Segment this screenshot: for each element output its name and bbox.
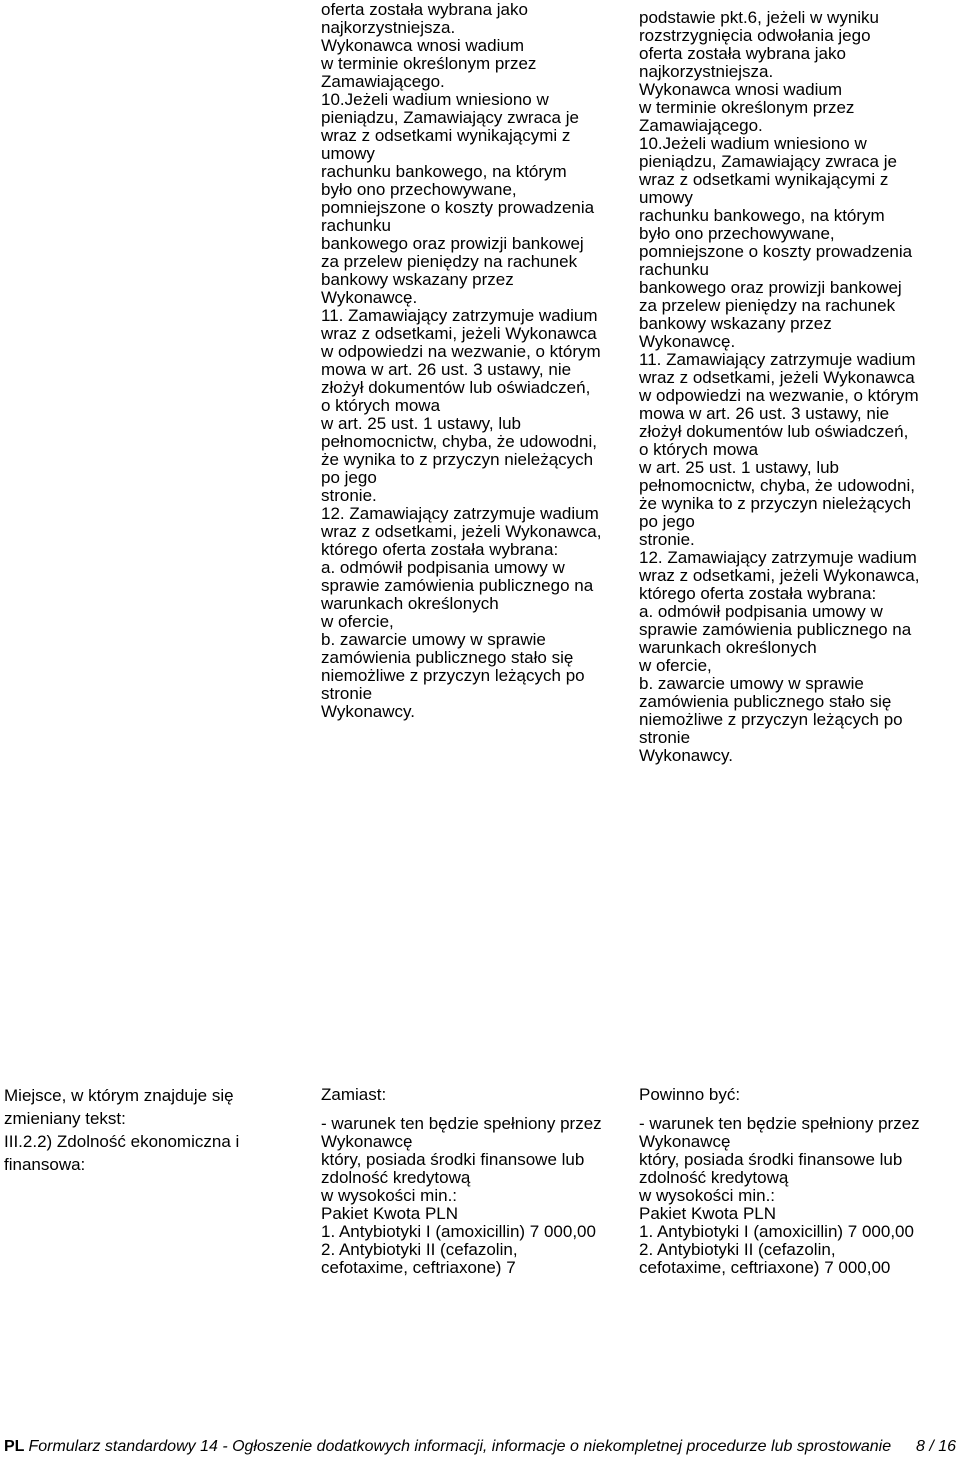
text-line: niemożliwe z przyczyn leżących po [639,710,903,729]
text-line: wraz z odsetkami, jeżeli Wykonawca [321,324,597,343]
text-line: rachunku [321,216,391,235]
text-line: w odpowiedzi na wezwanie, o którym [321,342,601,361]
powinno-line: zdolność kredytową [639,1168,789,1187]
text-line: podstawie pkt.6, jeżeli w wyniku [639,8,880,27]
text-line: 11. Zamawiający zatrzymuje wadium [639,350,916,369]
zamiast-line: 2. Antybiotyki II (cefazolin, [321,1240,518,1259]
text-line: po jego [321,468,377,487]
text-line: było ono przechowywane, [639,224,835,243]
zamiast-line: który, posiada środki finansowe lub [321,1150,585,1169]
text-line: za przelew pieniędzy na rachunek [639,296,896,315]
powinno-line: Wykonawcę [639,1132,731,1151]
text-line: złożył dokumentów lub oświadczeń, [639,422,909,441]
text-line: Zamawiającego. [321,72,445,91]
text-line: 10.Jeżeli wadium wniesiono w [321,90,549,109]
text-line: Wykonawca wnosi wadium [639,80,842,99]
label-line: finansowa: [4,1155,86,1174]
text-line: bankowego oraz prowizji bankowej [639,278,902,297]
text-line: pełnomocnictw, chyba, że udowodni, [321,432,597,451]
text-line: a. odmówił podpisania umowy w [321,558,565,577]
text-line: którego oferta została wybrana: [639,584,877,603]
text-line: Wykonawcy. [321,702,415,721]
text-line: mowa w art. 26 ust. 3 ustawy, nie [639,404,890,423]
powinno-text-column [639,1115,920,1277]
text-line: zamówienia publicznego stało się [639,692,892,711]
powinno-line: który, posiada środki finansowe lub [639,1150,903,1169]
powinno-line: Pakiet Kwota PLN [639,1204,777,1223]
text-line: Wykonawcę. [639,332,736,351]
text-line: umowy [639,188,693,207]
powinno-line: cefotaxime, ceftriaxone) 7 000,00 [639,1258,891,1277]
footer-form-title: Formularz standardowy 14 - Ogłoszenie dodatkowych informacji, informacje o niekompletnej procedurze lub sprostowanie [28,1438,892,1455]
powinno-line: 2. Antybiotyki II (cefazolin, [639,1240,836,1259]
change-location-label [4,1084,239,1176]
powinno-line: - warunek ten będzie spełniony przez [639,1114,920,1133]
text-line: wraz z odsetkami wynikającymi z [321,126,571,145]
label-line: Miejsce, w którym znajduje się [4,1086,234,1105]
zamiast-line: zdolność kredytową [321,1168,471,1187]
text-line: że wynika to z przyczyn nieleżących [321,450,594,469]
text-line: pomniejszone o koszty prowadzenia [321,198,595,217]
text-line: że wynika to z przyczyn nieleżących [639,494,912,513]
text-line: rachunku bankowego, na którym [321,162,567,181]
text-line: oferta została wybrana jako [639,44,846,63]
text-line: rachunku [639,260,709,279]
zamiast-text-column [321,1115,602,1277]
text-line: w terminie określonym przez [321,54,537,73]
footer-page-number: 8 / 16 [915,1438,956,1455]
label-line: zmieniany tekst: [4,1109,126,1128]
text-line: zamówienia publicznego stało się [321,648,574,667]
text-line: w odpowiedzi na wezwanie, o którym [639,386,919,405]
text-line: którego oferta została wybrana: [321,540,559,559]
text-line: 10.Jeżeli wadium wniesiono w [639,134,867,153]
text-line: 11. Zamawiający zatrzymuje wadium [321,306,598,325]
zamiast-line: Wykonawcę [321,1132,413,1151]
text-line: 12. Zamawiający zatrzymuje wadium [639,548,917,567]
text-line: najkorzystniejsza. [321,18,456,37]
text-line: sprawie zamówienia publicznego na [321,576,594,595]
text-line: po jego [639,512,695,531]
text-line: w ofercie, [321,612,394,631]
powinno-heading: Powinno być: [639,1085,741,1104]
text-line: warunkach określonych [639,638,817,657]
text-line: w art. 25 ust. 1 ustawy, lub [321,414,521,433]
text-line: stronie. [321,486,377,505]
text-line: pomniejszone o koszty prowadzenia [639,242,913,261]
text-line: rachunku bankowego, na którym [639,206,885,225]
zamiast-line: 1. Antybiotyki I (amoxicillin) 7 000,00 [321,1222,596,1241]
text-line: bankowy wskazany przez [321,270,514,289]
powinno-line: w wysokości min.: [639,1186,776,1205]
text-line: 12. Zamawiający zatrzymuje wadium [321,504,599,523]
text-line: sprawie zamówienia publicznego na [639,620,912,639]
zamiast-line: cefotaxime, ceftriaxone) 7 [321,1258,516,1277]
zamiast-line: w wysokości min.: [321,1186,458,1205]
text-line: złożył dokumentów lub oświadczeń, [321,378,591,397]
page-footer [4,1437,956,1457]
text-line: stronie [639,728,691,747]
text-line: bankowy wskazany przez [639,314,832,333]
text-line: Wykonawca wnosi wadium [321,36,524,55]
text-line: wraz z odsetkami, jeżeli Wykonawca [639,368,915,387]
text-line: o których mowa [639,440,759,459]
text-line: Wykonawcę. [321,288,418,307]
zamiast-line: Pakiet Kwota PLN [321,1204,459,1223]
text-line: warunkach określonych [321,594,499,613]
text-line: stronie. [639,530,695,549]
text-line: mowa w art. 26 ust. 3 ustawy, nie [321,360,572,379]
upper-left-text-column [321,1,601,721]
powinno-line: 1. Antybiotyki I (amoxicillin) 7 000,00 [639,1222,914,1241]
text-line: wraz z odsetkami, jeżeli Wykonawca, [321,522,602,541]
text-line: w terminie określonym przez [639,98,855,117]
text-line: najkorzystniejsza. [639,62,774,81]
text-line: a. odmówił podpisania umowy w [639,602,883,621]
upper-right-text-column [639,9,919,765]
text-line: oferta została wybrana jako [321,0,528,19]
text-line: o których mowa [321,396,441,415]
zamiast-line: - warunek ten będzie spełniony przez [321,1114,602,1133]
text-line: za przelew pieniędzy na rachunek [321,252,578,271]
text-line: było ono przechowywane, [321,180,517,199]
text-line: pełnomocnictw, chyba, że udowodni, [639,476,915,495]
zamiast-heading: Zamiast: [321,1085,387,1104]
text-line: bankowego oraz prowizji bankowej [321,234,584,253]
text-line: stronie [321,684,373,703]
label-line: III.2.2) Zdolność ekonomiczna i [4,1132,240,1151]
text-line: Wykonawcy. [639,746,733,765]
text-line: wraz z odsetkami wynikającymi z [639,170,889,189]
text-line: b. zawarcie umowy w sprawie [321,630,546,649]
text-line: pieniądzu, Zamawiający zwraca je [639,152,897,171]
footer-language-code: PL [4,1438,25,1455]
text-line: niemożliwe z przyczyn leżących po [321,666,585,685]
text-line: w ofercie, [639,656,712,675]
text-line: b. zawarcie umowy w sprawie [639,674,864,693]
text-line: rozstrzygnięcia odwołania jego [639,26,871,45]
text-line: umowy [321,144,375,163]
text-line: wraz z odsetkami, jeżeli Wykonawca, [639,566,920,585]
text-line: pieniądzu, Zamawiający zwraca je [321,108,579,127]
text-line: w art. 25 ust. 1 ustawy, lub [639,458,839,477]
text-line: Zamawiającego. [639,116,763,135]
